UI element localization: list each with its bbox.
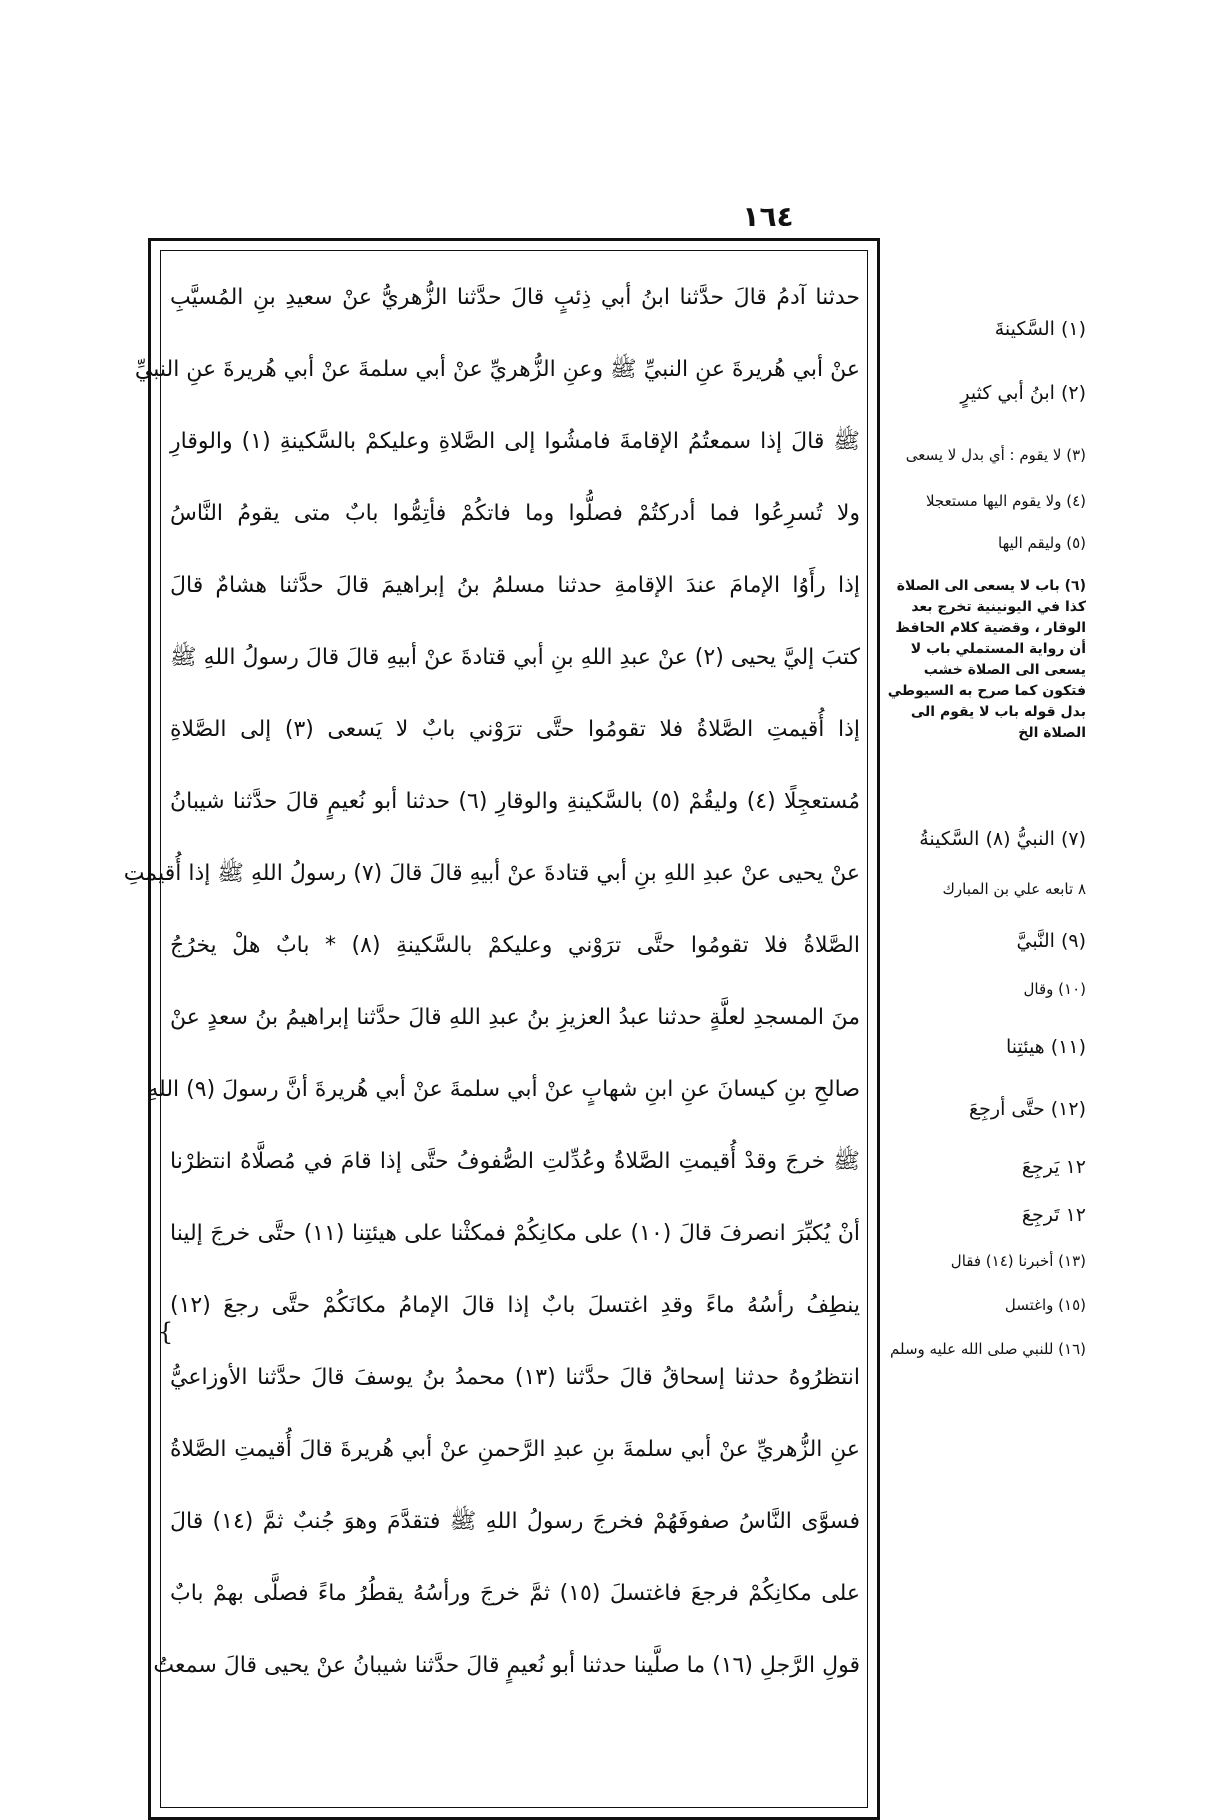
- margin-note: (٦) باب لا يسعى الى الصلاة كذا في اليونينية تخرج بعد الوقار ، وقضية كلام الحافظ أن رواية المستملي باب لا يسعى الى الصلاة خشب فتكون كما صرح به السيوطي بدل قوله باب لا يقوم الى الصلاة الخ: [887, 578, 1086, 741]
- margin-note: (١) السَّكينةَ: [994, 318, 1086, 340]
- text-line: إذا رأَوُا الإمامَ عندَ الإقامةِ حدثنا مسلمُ بنُ إبراهيمَ قالَ حدَّثنا هشامٌ قالَ: [170, 573, 860, 598]
- text-line: كتبَ إليَّ يحيى (٢) عنْ عبدِ اللهِ بنِ أبي قتادةَ عنْ أبيهِ قالَ قالَ رسولُ اللهِ ﷺ: [170, 645, 860, 670]
- margin-note: (٢) ابنُ أبي كثيرٍ: [960, 382, 1086, 404]
- margin-bracket-mark: {: [158, 1318, 174, 1346]
- text-line: عنْ أبي هُريرةَ عنِ النبيِّ ﷺ وعنِ الزُّهريِّ عنْ أبي سلمةَ عنْ أبي هُريرةَ عنِ النبيِّ: [134, 357, 860, 382]
- text-line: مُستعجِلًا (٤) وليقُمْ (٥) بالسَّكينةِ والوقارِ (٦) حدثنا أبو نُعيمٍ قالَ حدَّثنا شيبانُ: [170, 789, 860, 814]
- margin-note: (١٥) واغتسل: [1004, 1296, 1086, 1314]
- text-line: عنْ يحيى عنْ عبدِ اللهِ بنِ أبي قتادةَ عنْ أبيهِ قالَ قالَ (٧) رسولُ اللهِ ﷺ إذا أُقيمتِ: [123, 861, 860, 886]
- text-line: الصَّلاةُ فلا تقومُوا حتَّى ترَوْني وعليكمْ بالسَّكينةِ (٨) * بابٌ هلْ يخرُجُ: [170, 933, 860, 958]
- margin-note: (١٠) وقال: [1023, 980, 1086, 998]
- margin-note: (١٦) للنبي صلى الله عليه وسلم: [890, 1340, 1086, 1358]
- margin-note: (٣) لا يقوم : أي بدل لا يسعى: [905, 446, 1086, 464]
- text-line: انتظرُوهُ حدثنا إسحاقُ قالَ حدَّثنا (١٣) محمدُ بنُ يوسفَ قالَ حدَّثنا الأوزاعيُّ: [170, 1365, 860, 1390]
- margin-note: ١٢ يَرجِعَ: [1021, 1156, 1086, 1178]
- text-line: أنْ يُكبِّرَ انصرفَ قالَ (١٠) على مكانِكُمْ فمكثْنا على هيئتِنا (١١) حتَّى خرجَ إلينا: [170, 1221, 860, 1246]
- text-line: حدثنا آدمُ قالَ حدَّثنا ابنُ أبي ذِئبٍ قالَ حدَّثنا الزُّهريُّ عنْ سعيدِ بنِ المُسيَّبِ: [170, 285, 860, 310]
- text-line: ﷺ قالَ إذا سمعتُمُ الإقامةَ فامشُوا إلى الصَّلاةِ وعليكمْ بالسَّكينةِ (١) والوقارِ: [170, 429, 861, 454]
- text-line: عنِ الزُّهريِّ عنْ أبي سلمةَ بنِ عبدِ الرَّحمنِ عنْ أبي هُريرةَ قالَ أُقيمتِ الصَّلاةُ: [170, 1437, 860, 1462]
- margin-note: (٤) ولا يقوم اليها مستعجلا: [925, 492, 1086, 510]
- text-line: ﷺ خرجَ وقدْ أُقيمتِ الصَّلاةُ وعُدِّلتِ الصُّفوفُ حتَّى إذا قامَ في مُصلَّاهُ انتظرْنا: [170, 1149, 860, 1174]
- margin-note: ١٢ تَرجِعَ: [1021, 1204, 1086, 1226]
- text-line: على مكانِكُمْ فرجعَ فاغتسلَ (١٥) ثمَّ خرجَ ورأسُهُ يقطُرُ ماءً فصلَّى بهمْ بابٌ: [170, 1581, 861, 1606]
- text-line: ينطِفُ رأسُهُ ماءً وقدِ اغتسلَ بابٌ إذا قالَ الإمامُ مكانَكُمْ حتَّى رجعَ (١٢): [170, 1293, 860, 1318]
- margin-note: (٧) النبيُّ (٨) السَّكينةُ: [919, 828, 1086, 850]
- text-line: فسوَّى النَّاسُ صفوفَهُمْ فخرجَ رسولُ اللهِ ﷺ فتقدَّمَ وهوَ جُنبٌ ثمَّ (١٤) قالَ: [170, 1509, 860, 1534]
- margin-note: (١١) هيئتِنا: [1005, 1036, 1086, 1058]
- page-number: ١٦٤: [742, 200, 794, 233]
- margin-note: (١٢) حتَّى أرجِعَ: [969, 1098, 1086, 1120]
- margin-note: (٩) النَّبيَّ: [1016, 930, 1086, 952]
- text-line: إذا أُقيمتِ الصَّلاةُ فلا تقومُوا حتَّى ترَوْني بابٌ لا يَسعى (٣) إلى الصَّلاةِ: [170, 717, 860, 742]
- margin-note: (١٣) أخبرنا (١٤) فقال: [950, 1252, 1086, 1270]
- text-line: منَ المسجدِ لعلَّةٍ حدثنا عبدُ العزيزِ بنُ عبدِ اللهِ قالَ حدَّثنا إبراهيمُ بنُ سعدٍ عنْ: [170, 1005, 860, 1030]
- margin-note: (٥) وليقم اليها: [998, 534, 1086, 552]
- text-line: صالحِ بنِ كيسانَ عنِ ابنِ شهابٍ عنْ أبي سلمةَ عنْ أبي هُريرةَ أنَّ رسولَ (٩) اللهِ: [147, 1077, 860, 1102]
- margin-note: ٨ تابعه علي بن المبارك: [942, 880, 1086, 898]
- text-line: قولِ الرَّجلِ (١٦) ما صلَّينا حدثنا أبو نُعيمٍ قالَ حدَّثنا شيبانُ عنْ يحيى قالَ سمعتُ: [153, 1653, 860, 1678]
- main-text-block: [123, 262, 861, 1702]
- text-line: ولا تُسرِعُوا فما أدركتُمْ فصلُّوا وما فاتكُمْ فأتِمُّوا بابٌ متى يقومُ النَّاسُ: [170, 501, 860, 526]
